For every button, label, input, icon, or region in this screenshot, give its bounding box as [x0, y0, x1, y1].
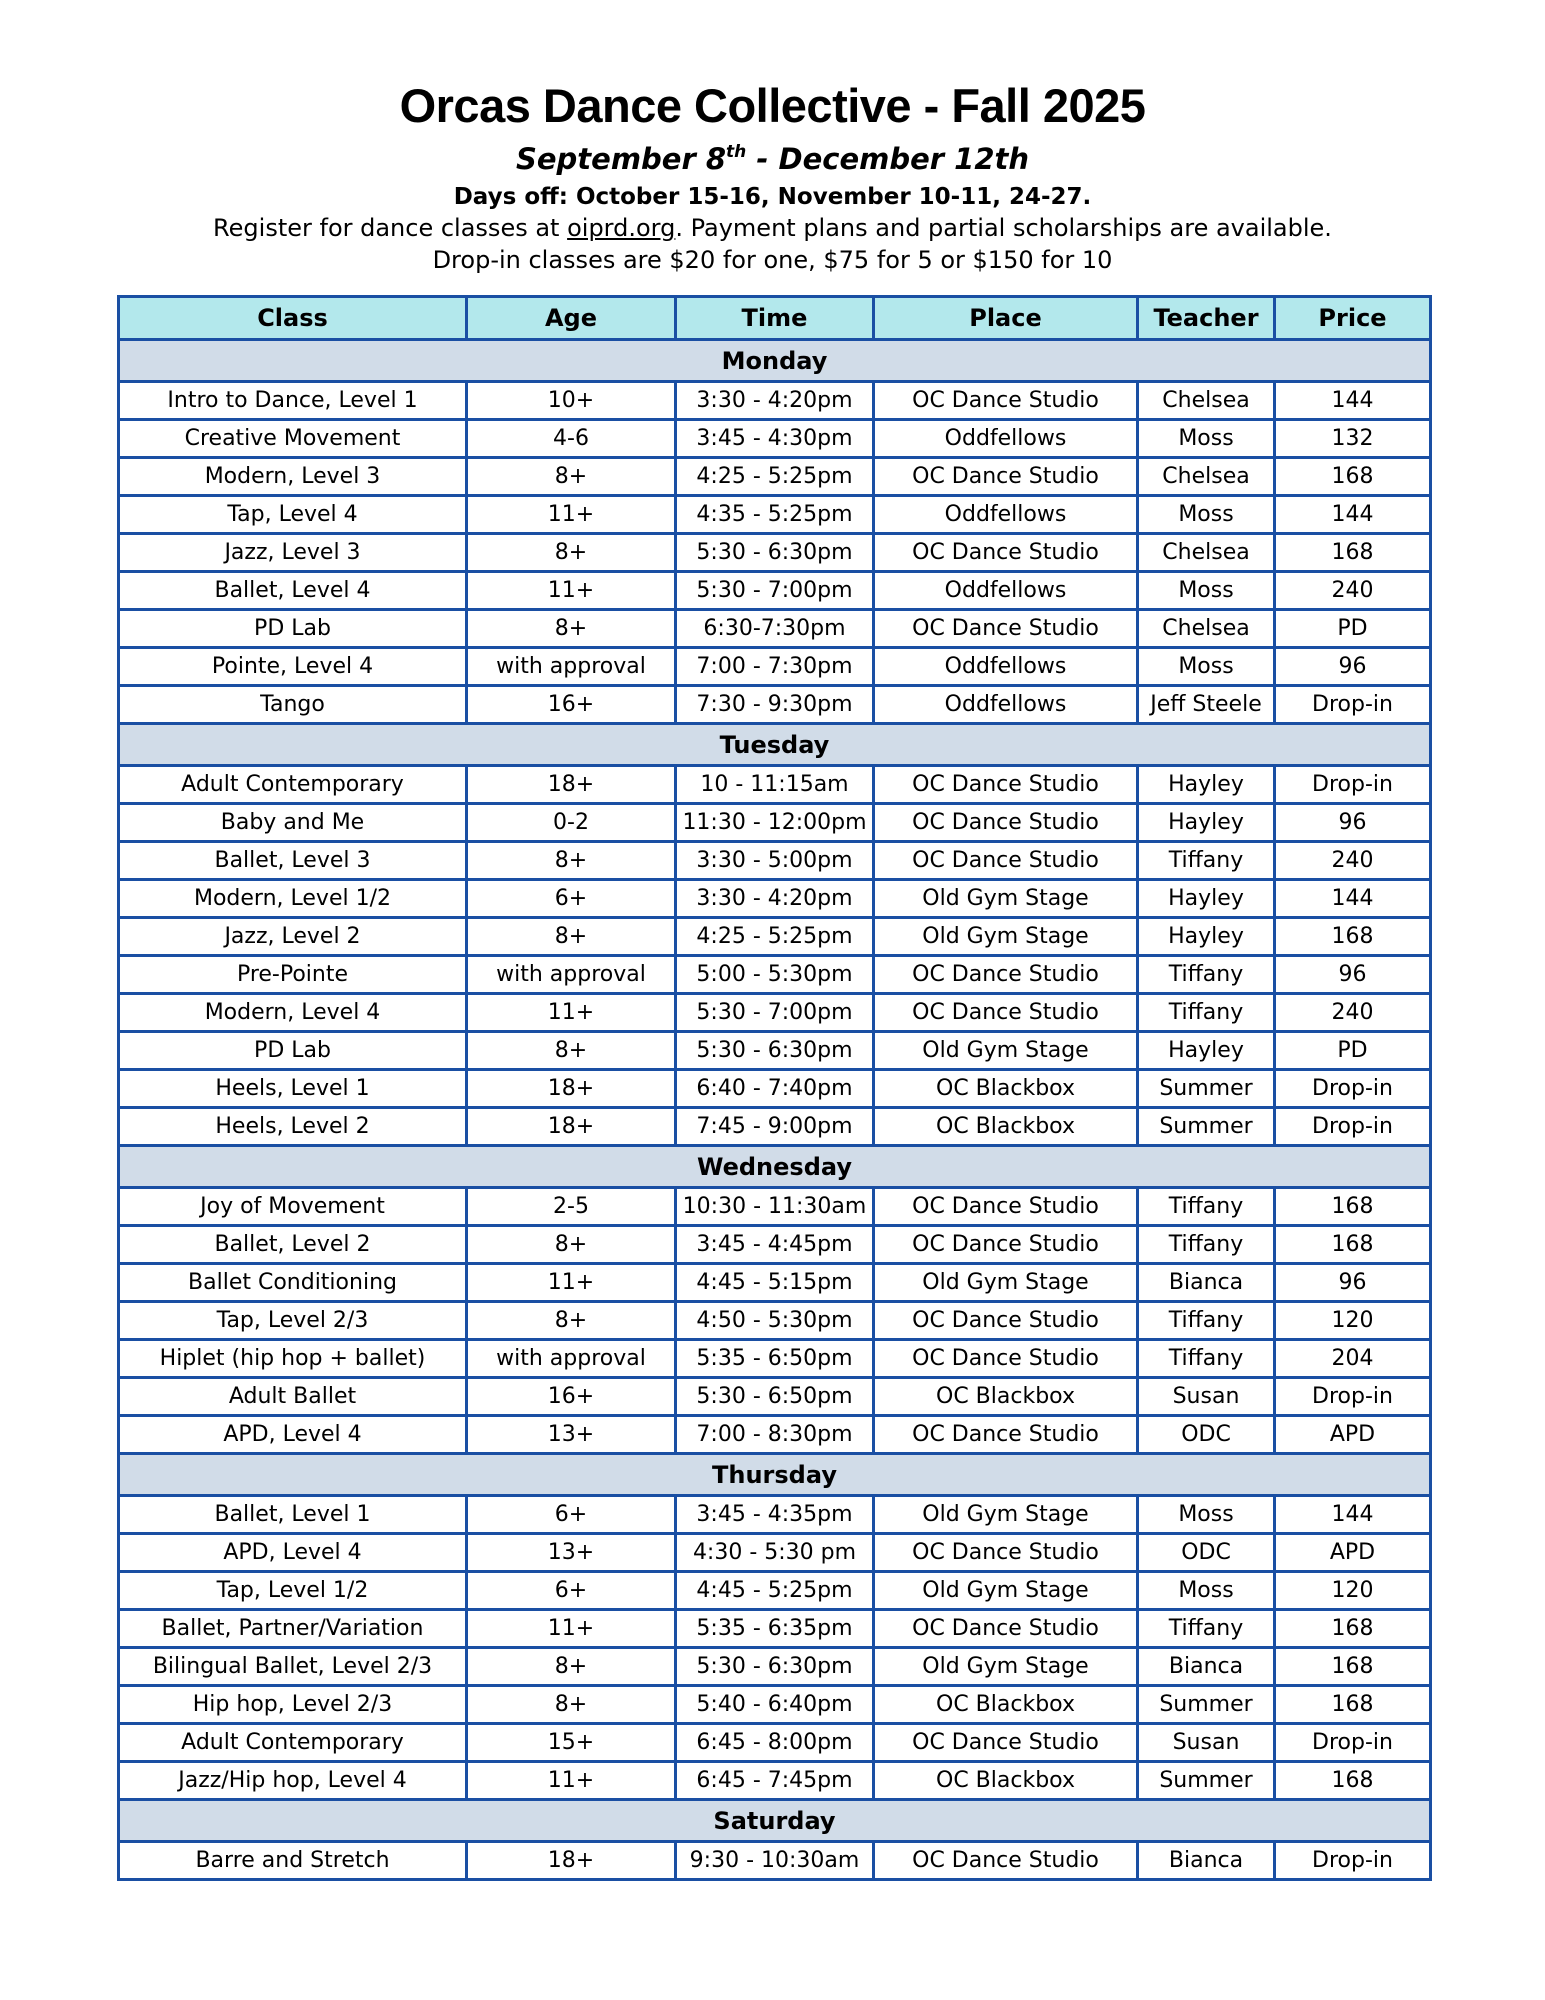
- price-cell: Drop-in: [1275, 1724, 1431, 1762]
- class-cell: Pointe, Level 4: [119, 648, 467, 686]
- place-cell: OC Dance Studio: [874, 842, 1138, 880]
- place-cell: OC Dance Studio: [874, 1610, 1138, 1648]
- teacher-cell: Tiffany: [1138, 1188, 1275, 1226]
- term-start: September 8: [515, 142, 727, 176]
- place-cell: OC Dance Studio: [874, 804, 1138, 842]
- class-cell: Jazz, Level 2: [119, 918, 467, 956]
- table-row: [119, 610, 1431, 648]
- price-cell: 240: [1275, 842, 1431, 880]
- teacher-cell: Chelsea: [1138, 534, 1275, 572]
- term-end: - December 12th: [746, 142, 1030, 176]
- price-cell: 240: [1275, 994, 1431, 1032]
- teacher-cell: Tiffany: [1138, 1610, 1275, 1648]
- table-row: [119, 458, 1431, 496]
- price-cell: 168: [1275, 1226, 1431, 1264]
- price-cell: 168: [1275, 1762, 1431, 1800]
- age-cell: 13+: [467, 1416, 676, 1454]
- table-row: [119, 1378, 1431, 1416]
- price-cell: Drop-in: [1275, 1070, 1431, 1108]
- table-row: [119, 648, 1431, 686]
- place-cell: Oddfellows: [874, 496, 1138, 534]
- time-cell: 5:35 - 6:50pm: [676, 1340, 874, 1378]
- class-cell: Creative Movement: [119, 420, 467, 458]
- time-cell: 4:35 - 5:25pm: [676, 496, 874, 534]
- table-row: [119, 842, 1431, 880]
- price-cell: 144: [1275, 382, 1431, 420]
- place-cell: OC Dance Studio: [874, 534, 1138, 572]
- class-cell: Ballet, Partner/Variation: [119, 1610, 467, 1648]
- teacher-cell: Hayley: [1138, 804, 1275, 842]
- place-cell: OC Blackbox: [874, 1070, 1138, 1108]
- day-header-tuesday: [119, 724, 1431, 766]
- place-cell: OC Dance Studio: [874, 1724, 1138, 1762]
- time-cell: 5:00 - 5:30pm: [676, 956, 874, 994]
- table-row: [119, 572, 1431, 610]
- table-row: [119, 382, 1431, 420]
- place-cell: Old Gym Stage: [874, 1572, 1138, 1610]
- age-cell: 16+: [467, 686, 676, 724]
- price-cell: 168: [1275, 1610, 1431, 1648]
- place-cell: Old Gym Stage: [874, 1264, 1138, 1302]
- class-cell: PD Lab: [119, 610, 467, 648]
- day-header-wednesday: [119, 1146, 1431, 1188]
- price-cell: 144: [1275, 880, 1431, 918]
- table-row: [119, 1032, 1431, 1070]
- age-cell: 6+: [467, 880, 676, 918]
- teacher-cell: Moss: [1138, 572, 1275, 610]
- class-cell: Adult Contemporary: [119, 766, 467, 804]
- place-cell: Old Gym Stage: [874, 1496, 1138, 1534]
- place-cell: OC Dance Studio: [874, 994, 1138, 1032]
- class-cell: Jazz/Hip hop, Level 4: [119, 1762, 467, 1800]
- table-row: [119, 1648, 1431, 1686]
- teacher-cell: Hayley: [1138, 918, 1275, 956]
- time-cell: 6:45 - 8:00pm: [676, 1724, 874, 1762]
- time-cell: 3:45 - 4:35pm: [676, 1496, 874, 1534]
- table-row: [119, 804, 1431, 842]
- place-cell: OC Dance Studio: [874, 1226, 1138, 1264]
- dropin-pricing: Drop-in classes are $20 for one, $75 for 5 or $150 for 10: [432, 246, 1113, 274]
- place-cell: OC Dance Studio: [874, 1188, 1138, 1226]
- table-row: [119, 420, 1431, 458]
- place-cell: Oddfellows: [874, 420, 1138, 458]
- class-cell: Ballet, Level 4: [119, 572, 467, 610]
- time-cell: 5:35 - 6:35pm: [676, 1610, 874, 1648]
- term-start-suffix: th: [726, 142, 747, 162]
- age-cell: 15+: [467, 1724, 676, 1762]
- table-row: [119, 956, 1431, 994]
- register-link[interactable]: oiprd.org: [567, 214, 676, 242]
- age-cell: 8+: [467, 1302, 676, 1340]
- class-cell: APD, Level 4: [119, 1416, 467, 1454]
- age-cell: 13+: [467, 1534, 676, 1572]
- class-cell: Intro to Dance, Level 1: [119, 382, 467, 420]
- teacher-cell: Susan: [1138, 1724, 1275, 1762]
- class-cell: Heels, Level 1: [119, 1070, 467, 1108]
- class-cell: Ballet Conditioning: [119, 1264, 467, 1302]
- place-cell: OC Dance Studio: [874, 458, 1138, 496]
- time-cell: 7:30 - 9:30pm: [676, 686, 874, 724]
- teacher-cell: Bianca: [1138, 1264, 1275, 1302]
- table-row: [119, 918, 1431, 956]
- place-cell: OC Dance Studio: [874, 610, 1138, 648]
- time-cell: 11:30 - 12:00pm: [676, 804, 874, 842]
- table-row: [119, 1842, 1431, 1880]
- time-cell: 4:25 - 5:25pm: [676, 918, 874, 956]
- day-header-monday: [119, 340, 1431, 382]
- class-cell: PD Lab: [119, 1032, 467, 1070]
- time-cell: 4:30 - 5:30 pm: [676, 1534, 874, 1572]
- class-cell: Pre-Pointe: [119, 956, 467, 994]
- time-cell: 4:50 - 5:30pm: [676, 1302, 874, 1340]
- price-cell: 120: [1275, 1302, 1431, 1340]
- time-cell: 5:30 - 6:50pm: [676, 1378, 874, 1416]
- time-cell: 3:30 - 4:20pm: [676, 382, 874, 420]
- price-cell: Drop-in: [1275, 1108, 1431, 1146]
- class-cell: Ballet, Level 2: [119, 1226, 467, 1264]
- table-row: [119, 686, 1431, 724]
- column-header-place: Place: [874, 297, 1138, 340]
- column-header-time: Time: [676, 297, 874, 340]
- day-label: Wednesday: [119, 1146, 1431, 1188]
- age-cell: 8+: [467, 458, 676, 496]
- age-cell: 4-6: [467, 420, 676, 458]
- table-row: [119, 1264, 1431, 1302]
- table-row: [119, 1496, 1431, 1534]
- day-label: Monday: [119, 340, 1431, 382]
- days-off: Days off: October 15-16, November 10-11, 24-27.: [453, 184, 1092, 210]
- place-cell: OC Dance Studio: [874, 1340, 1138, 1378]
- place-cell: OC Dance Studio: [874, 1842, 1138, 1880]
- day-label: Tuesday: [119, 724, 1431, 766]
- time-cell: 10 - 11:15am: [676, 766, 874, 804]
- price-cell: 168: [1275, 918, 1431, 956]
- table-row: [119, 1302, 1431, 1340]
- age-cell: with approval: [467, 1340, 676, 1378]
- class-cell: Modern, Level 1/2: [119, 880, 467, 918]
- price-cell: 168: [1275, 534, 1431, 572]
- class-cell: Hiplet (hip hop + ballet): [119, 1340, 467, 1378]
- day-label: Saturday: [119, 1800, 1431, 1842]
- class-cell: Baby and Me: [119, 804, 467, 842]
- column-header-price: Price: [1275, 297, 1431, 340]
- page-title: Orcas Dance Collective - Fall 2025: [399, 79, 1146, 132]
- teacher-cell: Tiffany: [1138, 1340, 1275, 1378]
- age-cell: 6+: [467, 1572, 676, 1610]
- age-cell: 11+: [467, 1610, 676, 1648]
- term-dates: [0, 138, 1545, 180]
- age-cell: 8+: [467, 534, 676, 572]
- day-label: Thursday: [119, 1454, 1431, 1496]
- age-cell: 11+: [467, 572, 676, 610]
- registration-info: [0, 212, 1545, 244]
- time-cell: 9:30 - 10:30am: [676, 1842, 874, 1880]
- price-cell: 144: [1275, 1496, 1431, 1534]
- class-cell: Tap, Level 4: [119, 496, 467, 534]
- time-cell: 7:45 - 9:00pm: [676, 1108, 874, 1146]
- table-row: [119, 1340, 1431, 1378]
- price-cell: APD: [1275, 1416, 1431, 1454]
- time-cell: 4:25 - 5:25pm: [676, 458, 874, 496]
- class-cell: Adult Contemporary: [119, 1724, 467, 1762]
- age-cell: 2-5: [467, 1188, 676, 1226]
- column-header-class: Class: [119, 297, 467, 340]
- place-cell: Old Gym Stage: [874, 918, 1138, 956]
- price-cell: 96: [1275, 648, 1431, 686]
- place-cell: OC Dance Studio: [874, 766, 1138, 804]
- place-cell: OC Dance Studio: [874, 1534, 1138, 1572]
- teacher-cell: Hayley: [1138, 880, 1275, 918]
- time-cell: 3:30 - 5:00pm: [676, 842, 874, 880]
- age-cell: with approval: [467, 956, 676, 994]
- age-cell: with approval: [467, 648, 676, 686]
- teacher-cell: Summer: [1138, 1762, 1275, 1800]
- age-cell: 18+: [467, 1108, 676, 1146]
- table-row: [119, 496, 1431, 534]
- age-cell: 11+: [467, 994, 676, 1032]
- time-cell: 3:45 - 4:30pm: [676, 420, 874, 458]
- time-cell: 4:45 - 5:15pm: [676, 1264, 874, 1302]
- teacher-cell: Moss: [1138, 420, 1275, 458]
- place-cell: Oddfellows: [874, 572, 1138, 610]
- age-cell: 6+: [467, 1496, 676, 1534]
- table-row: [119, 994, 1431, 1032]
- place-cell: Old Gym Stage: [874, 1032, 1138, 1070]
- class-cell: Modern, Level 3: [119, 458, 467, 496]
- teacher-cell: Bianca: [1138, 1842, 1275, 1880]
- table-row: [119, 1686, 1431, 1724]
- register-text-post: . Payment plans and partial scholarships are available.: [675, 214, 1332, 242]
- age-cell: 18+: [467, 1842, 676, 1880]
- table-row: [119, 1534, 1431, 1572]
- teacher-cell: Chelsea: [1138, 382, 1275, 420]
- price-cell: 144: [1275, 496, 1431, 534]
- time-cell: 7:00 - 8:30pm: [676, 1416, 874, 1454]
- age-cell: 8+: [467, 1032, 676, 1070]
- class-cell: Tap, Level 2/3: [119, 1302, 467, 1340]
- column-header-age: Age: [467, 297, 676, 340]
- time-cell: 3:30 - 4:20pm: [676, 880, 874, 918]
- time-cell: 6:40 - 7:40pm: [676, 1070, 874, 1108]
- day-header-saturday: [119, 1800, 1431, 1842]
- teacher-cell: Moss: [1138, 1496, 1275, 1534]
- place-cell: OC Dance Studio: [874, 382, 1138, 420]
- class-cell: APD, Level 4: [119, 1534, 467, 1572]
- place-cell: OC Dance Studio: [874, 956, 1138, 994]
- age-cell: 11+: [467, 1264, 676, 1302]
- time-cell: 4:45 - 5:25pm: [676, 1572, 874, 1610]
- teacher-cell: Summer: [1138, 1686, 1275, 1724]
- table-row: [119, 1070, 1431, 1108]
- time-cell: 5:40 - 6:40pm: [676, 1686, 874, 1724]
- price-cell: Drop-in: [1275, 686, 1431, 724]
- teacher-cell: Hayley: [1138, 1032, 1275, 1070]
- age-cell: 8+: [467, 610, 676, 648]
- age-cell: 18+: [467, 766, 676, 804]
- time-cell: 5:30 - 6:30pm: [676, 534, 874, 572]
- time-cell: 10:30 - 11:30am: [676, 1188, 874, 1226]
- table-row: [119, 1610, 1431, 1648]
- price-cell: 96: [1275, 804, 1431, 842]
- table-row: [119, 1226, 1431, 1264]
- age-cell: 11+: [467, 1762, 676, 1800]
- teacher-cell: Tiffany: [1138, 994, 1275, 1032]
- table-row: [119, 1724, 1431, 1762]
- price-cell: Drop-in: [1275, 766, 1431, 804]
- class-cell: Bilingual Ballet, Level 2/3: [119, 1648, 467, 1686]
- teacher-cell: Susan: [1138, 1378, 1275, 1416]
- table-row: [119, 880, 1431, 918]
- place-cell: OC Blackbox: [874, 1378, 1138, 1416]
- teacher-cell: Summer: [1138, 1108, 1275, 1146]
- table-row: [119, 766, 1431, 804]
- table-row: [119, 1108, 1431, 1146]
- place-cell: OC Dance Studio: [874, 1416, 1138, 1454]
- class-cell: Tap, Level 1/2: [119, 1572, 467, 1610]
- price-cell: Drop-in: [1275, 1378, 1431, 1416]
- teacher-cell: Moss: [1138, 648, 1275, 686]
- register-text-pre: Register for dance classes at: [213, 214, 568, 242]
- teacher-cell: Chelsea: [1138, 458, 1275, 496]
- class-cell: Joy of Movement: [119, 1188, 467, 1226]
- age-cell: 8+: [467, 842, 676, 880]
- place-cell: OC Blackbox: [874, 1686, 1138, 1724]
- place-cell: Old Gym Stage: [874, 880, 1138, 918]
- teacher-cell: Tiffany: [1138, 1226, 1275, 1264]
- age-cell: 8+: [467, 1686, 676, 1724]
- column-header-teacher: Teacher: [1138, 297, 1275, 340]
- time-cell: 3:45 - 4:45pm: [676, 1226, 874, 1264]
- time-cell: 5:30 - 6:30pm: [676, 1648, 874, 1686]
- age-cell: 11+: [467, 496, 676, 534]
- age-cell: 0-2: [467, 804, 676, 842]
- class-cell: Jazz, Level 3: [119, 534, 467, 572]
- teacher-cell: Bianca: [1138, 1648, 1275, 1686]
- place-cell: OC Blackbox: [874, 1108, 1138, 1146]
- teacher-cell: Jeff Steele: [1138, 686, 1275, 724]
- age-cell: 8+: [467, 1226, 676, 1264]
- class-cell: Ballet, Level 3: [119, 842, 467, 880]
- time-cell: 6:30-7:30pm: [676, 610, 874, 648]
- price-cell: 168: [1275, 458, 1431, 496]
- day-header-thursday: [119, 1454, 1431, 1496]
- price-cell: 240: [1275, 572, 1431, 610]
- place-cell: OC Dance Studio: [874, 1302, 1138, 1340]
- age-cell: 10+: [467, 382, 676, 420]
- teacher-cell: Tiffany: [1138, 842, 1275, 880]
- class-cell: Heels, Level 2: [119, 1108, 467, 1146]
- price-cell: PD: [1275, 1032, 1431, 1070]
- teacher-cell: ODC: [1138, 1416, 1275, 1454]
- age-cell: 16+: [467, 1378, 676, 1416]
- time-cell: 5:30 - 7:00pm: [676, 572, 874, 610]
- price-cell: 204: [1275, 1340, 1431, 1378]
- age-cell: 18+: [467, 1070, 676, 1108]
- price-cell: 168: [1275, 1648, 1431, 1686]
- price-cell: Drop-in: [1275, 1842, 1431, 1880]
- class-cell: Modern, Level 4: [119, 994, 467, 1032]
- price-cell: PD: [1275, 610, 1431, 648]
- table-header-row: [119, 297, 1431, 340]
- time-cell: 7:00 - 7:30pm: [676, 648, 874, 686]
- class-cell: Barre and Stretch: [119, 1842, 467, 1880]
- table-row: [119, 1762, 1431, 1800]
- teacher-cell: Tiffany: [1138, 1302, 1275, 1340]
- table-row: [119, 1572, 1431, 1610]
- time-cell: 6:45 - 7:45pm: [676, 1762, 874, 1800]
- price-cell: 96: [1275, 956, 1431, 994]
- teacher-cell: ODC: [1138, 1534, 1275, 1572]
- teacher-cell: Chelsea: [1138, 610, 1275, 648]
- price-cell: 168: [1275, 1686, 1431, 1724]
- price-cell: 96: [1275, 1264, 1431, 1302]
- place-cell: OC Blackbox: [874, 1762, 1138, 1800]
- teacher-cell: Moss: [1138, 1572, 1275, 1610]
- class-cell: Ballet, Level 1: [119, 1496, 467, 1534]
- class-cell: Adult Ballet: [119, 1378, 467, 1416]
- table-row: [119, 1188, 1431, 1226]
- teacher-cell: Summer: [1138, 1070, 1275, 1108]
- price-cell: 132: [1275, 420, 1431, 458]
- price-cell: 120: [1275, 1572, 1431, 1610]
- class-schedule-table: [117, 295, 1432, 1881]
- time-cell: 5:30 - 6:30pm: [676, 1032, 874, 1070]
- place-cell: Old Gym Stage: [874, 1648, 1138, 1686]
- teacher-cell: Hayley: [1138, 766, 1275, 804]
- table-row: [119, 534, 1431, 572]
- class-cell: Tango: [119, 686, 467, 724]
- class-cell: Hip hop, Level 2/3: [119, 1686, 467, 1724]
- place-cell: Oddfellows: [874, 686, 1138, 724]
- teacher-cell: Moss: [1138, 496, 1275, 534]
- age-cell: 8+: [467, 1648, 676, 1686]
- teacher-cell: Tiffany: [1138, 956, 1275, 994]
- price-cell: 168: [1275, 1188, 1431, 1226]
- place-cell: Oddfellows: [874, 648, 1138, 686]
- price-cell: APD: [1275, 1534, 1431, 1572]
- age-cell: 8+: [467, 918, 676, 956]
- time-cell: 5:30 - 7:00pm: [676, 994, 874, 1032]
- table-row: [119, 1416, 1431, 1454]
